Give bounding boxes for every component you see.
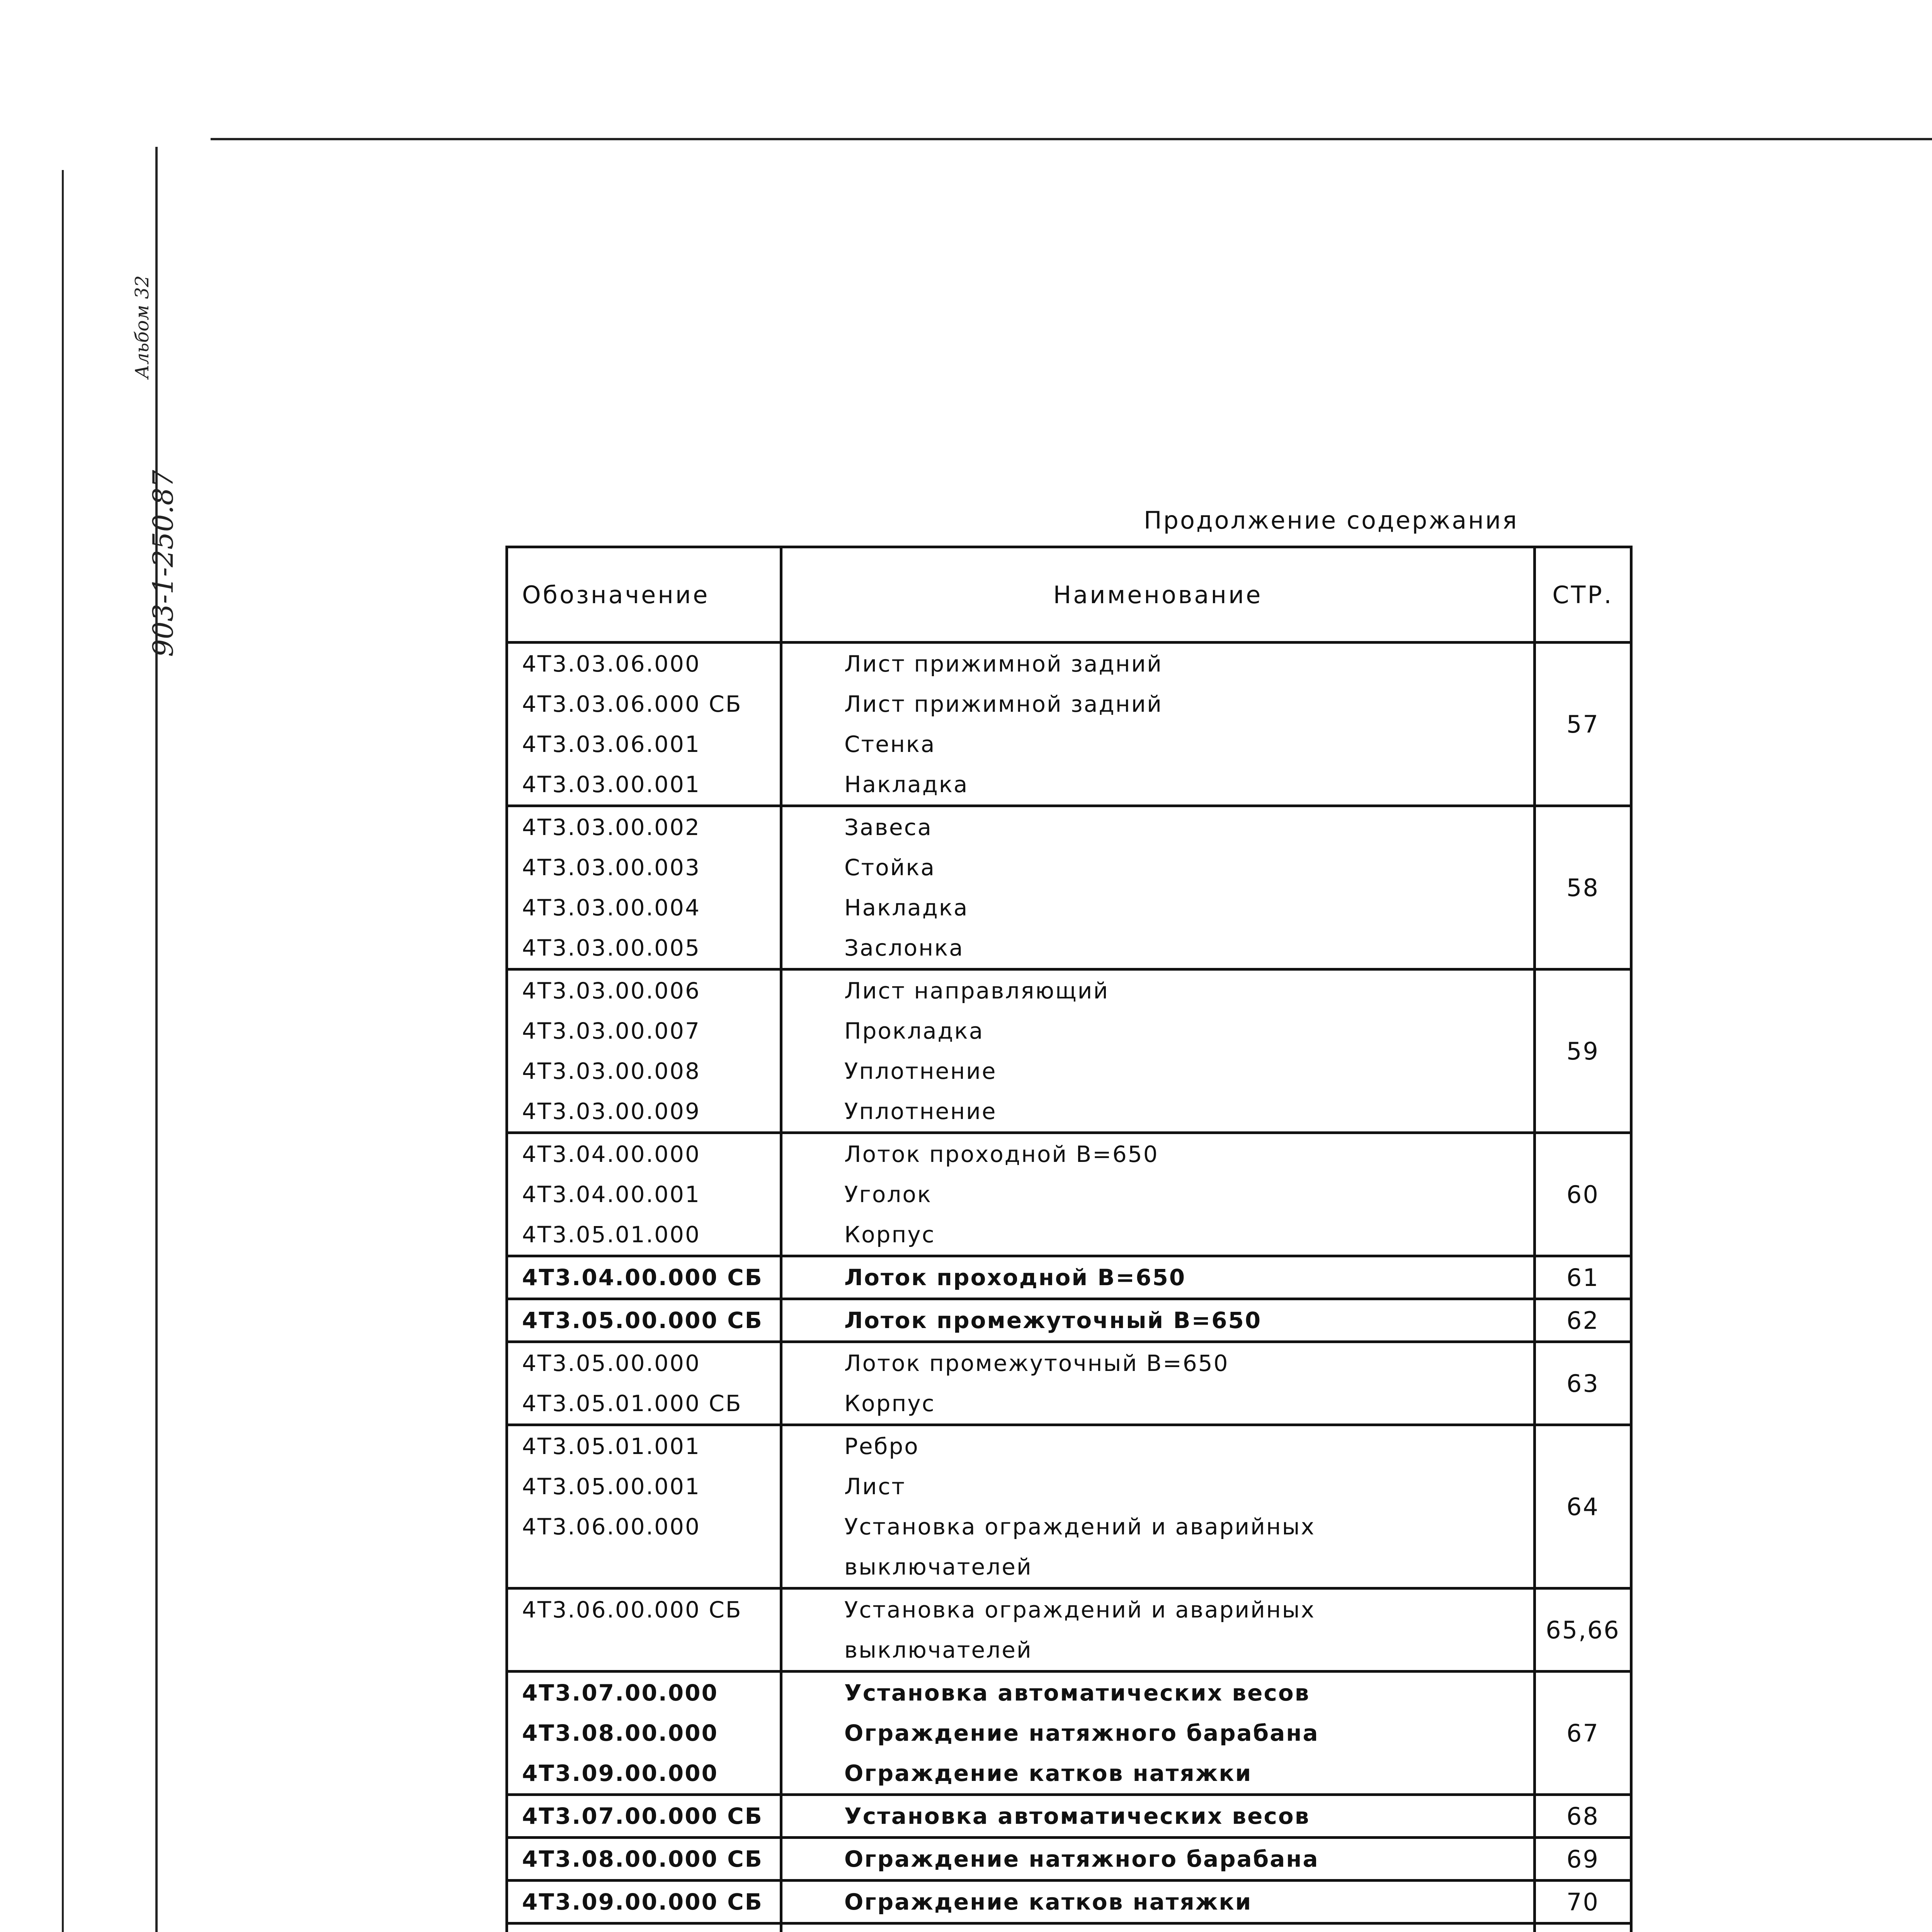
code-cell	[507, 806, 781, 969]
page-cell	[1535, 1588, 1631, 1672]
page-cell	[1535, 1133, 1631, 1256]
page-number: 58	[1566, 873, 1599, 902]
name-cell	[781, 1838, 1535, 1881]
item-code: 4Т3.06.00.000	[522, 1514, 701, 1540]
table-header-row	[507, 547, 1631, 643]
page-cell	[1535, 1342, 1631, 1425]
item-code: 4Т3.03.00.001	[522, 771, 701, 798]
item-code	[522, 1547, 780, 1587]
item-code: 4Т3.03.00.005	[522, 935, 701, 961]
code-cell	[507, 1795, 781, 1838]
item-name: выключателей	[844, 1637, 1032, 1663]
table-row	[507, 1795, 1631, 1838]
item-name: Уплотнение	[844, 1058, 997, 1084]
item-name: Корпус	[844, 1221, 935, 1248]
page-number: 64	[1566, 1492, 1599, 1521]
header-code: Обозначение	[507, 547, 781, 643]
code-cell	[507, 1881, 781, 1923]
item-code: 4Т3.03.00.004	[522, 895, 701, 921]
item-name: Уголок	[844, 1181, 932, 1208]
header-name: Наименование	[781, 547, 1535, 643]
name-cell	[781, 1299, 1535, 1342]
item-code: 4Т3.08.00.000 СБ	[522, 1846, 763, 1872]
item-name	[844, 1925, 1533, 1932]
item-name: Заслонка	[844, 935, 964, 961]
item-name: Лист прижимной задний	[844, 651, 1163, 677]
item-code: 4Т3.08.00.000	[522, 1720, 718, 1746]
item-name: Установка ограждений и аварийных	[844, 1597, 1315, 1623]
page-cell	[1535, 1425, 1631, 1588]
item-code: 4Т3.05.01.000	[522, 1221, 701, 1248]
left-margin-line-inner	[155, 147, 158, 1932]
page-cell	[1535, 1299, 1631, 1342]
page-cell	[1535, 969, 1631, 1133]
item-code	[522, 1925, 780, 1932]
table-body	[507, 643, 1631, 1932]
table-row	[507, 1256, 1631, 1299]
page-number: 70	[1566, 1888, 1599, 1916]
item-name: Накладка	[844, 895, 969, 921]
item-name: Установка автоматических весов	[844, 1803, 1310, 1829]
item-code: 4Т3.05.00.000 СБ	[522, 1307, 763, 1333]
item-name: Лоток промежуточный В=650	[844, 1350, 1229, 1376]
item-name: выключателей	[844, 1554, 1032, 1580]
item-name: Лоток промежуточный В=650	[844, 1307, 1262, 1333]
item-code: 4Т3.07.00.000 СБ	[522, 1803, 763, 1829]
page-number: 69	[1566, 1845, 1599, 1873]
page-number: 60	[1566, 1180, 1599, 1209]
item-name: Лоток проходной В=650	[844, 1141, 1159, 1167]
table-caption: Продолжение содержания	[1144, 506, 1519, 534]
item-code: 4Т3.03.00.002	[522, 814, 701, 840]
page-number: 68	[1566, 1802, 1599, 1830]
page-number: 57	[1566, 710, 1599, 738]
item-name: Стойка	[844, 854, 936, 881]
table-row	[507, 1133, 1631, 1256]
name-cell	[781, 1425, 1535, 1588]
item-name: Ребро	[844, 1433, 919, 1459]
side-album-label: Альбом 32	[131, 275, 153, 379]
item-code: 4Т3.09.00.000 СБ	[522, 1889, 763, 1915]
name-cell	[781, 1256, 1535, 1299]
item-name: Ограждение натяжного барабана	[844, 1846, 1319, 1872]
code-cell	[507, 1342, 781, 1425]
table-row	[507, 806, 1631, 969]
code-cell	[507, 969, 781, 1133]
item-name: Лоток проходной В=650	[844, 1264, 1186, 1291]
page-cell	[1535, 1672, 1631, 1795]
page-cell	[1535, 1881, 1631, 1923]
page-number: 67	[1566, 1719, 1599, 1747]
contents-table	[505, 546, 1633, 1932]
item-name: Лист	[844, 1473, 906, 1500]
side-document-code: 903-1-250.87	[147, 470, 179, 657]
page-number: 61	[1566, 1263, 1599, 1292]
item-name: Ограждение натяжного барабана	[844, 1720, 1319, 1746]
item-name: Лист прижимной задний	[844, 691, 1163, 717]
item-code: 4Т3.03.00.006	[522, 978, 701, 1004]
code-cell	[507, 643, 781, 806]
item-name: Корпус	[844, 1390, 935, 1417]
item-code: 4Т3.06.00.000 СБ	[522, 1597, 742, 1623]
page-cell	[1535, 1256, 1631, 1299]
code-cell	[507, 1299, 781, 1342]
item-code: 4Т3.05.00.001	[522, 1473, 701, 1500]
name-cell	[781, 1133, 1535, 1256]
name-cell	[781, 1342, 1535, 1425]
name-cell	[781, 1588, 1535, 1672]
item-code: 4Т3.04.00.000	[522, 1141, 701, 1167]
name-cell	[781, 1881, 1535, 1923]
item-name: Установка ограждений и аварийных	[844, 1514, 1315, 1540]
page-number: 59	[1566, 1037, 1599, 1065]
page-cell	[1535, 1795, 1631, 1838]
item-code: 4Т3.03.06.001	[522, 731, 701, 757]
item-code: 4Т3.03.00.007	[522, 1018, 701, 1044]
name-cell	[781, 1795, 1535, 1838]
table-row	[507, 1588, 1631, 1672]
code-cell	[507, 1256, 781, 1299]
code-cell	[507, 1133, 781, 1256]
item-code: 4Т3.03.00.008	[522, 1058, 701, 1084]
page-number: 65,66	[1546, 1616, 1620, 1644]
table-row	[507, 1672, 1631, 1795]
item-code: 4Т3.03.06.000	[522, 651, 701, 677]
code-cell	[507, 1672, 781, 1795]
table-row	[507, 1838, 1631, 1881]
item-name: Завеса	[844, 814, 933, 840]
item-code: 4Т3.09.00.000	[522, 1760, 718, 1786]
page-cell	[1535, 1838, 1631, 1881]
page-cell	[1535, 806, 1631, 969]
item-name: Накладка	[844, 771, 969, 798]
name-cell	[781, 969, 1535, 1133]
item-name: Стенка	[844, 731, 936, 757]
item-code: 4Т3.03.06.000 СБ	[522, 691, 742, 717]
code-cell	[507, 1838, 781, 1881]
item-code: 4Т3.05.01.001	[522, 1433, 701, 1459]
item-name: Прокладка	[844, 1018, 984, 1044]
table-row	[507, 1425, 1631, 1588]
item-code: 4Т3.05.00.000	[522, 1350, 701, 1376]
table-row	[507, 1923, 1631, 1932]
item-name: Уплотнение	[844, 1098, 997, 1124]
item-code: 4Т3.04.00.001	[522, 1181, 701, 1208]
header-page: СТР.	[1535, 547, 1631, 643]
code-cell	[507, 1425, 781, 1588]
item-code: 4Т3.04.00.000 СБ	[522, 1264, 763, 1291]
name-cell	[781, 643, 1535, 806]
item-name: Лист направляющий	[844, 978, 1109, 1004]
item-code: 4Т3.05.01.000 СБ	[522, 1390, 742, 1417]
page-number: 63	[1566, 1369, 1599, 1398]
top-frame-line	[211, 138, 1932, 140]
name-cell	[781, 806, 1535, 969]
item-code: 4Т3.07.00.000	[522, 1680, 718, 1706]
name-cell	[781, 1672, 1535, 1795]
table-row	[507, 643, 1631, 806]
item-name: Ограждение катков натяжки	[844, 1889, 1252, 1915]
item-code	[522, 1630, 780, 1670]
left-margin-line-outer	[62, 170, 64, 1932]
page-cell	[1535, 1923, 1631, 1932]
table-row	[507, 969, 1631, 1133]
table-row	[507, 1881, 1631, 1923]
item-code: 4Т3.03.00.003	[522, 854, 701, 881]
code-cell	[507, 1923, 781, 1932]
item-name: Установка автоматических весов	[844, 1680, 1310, 1706]
code-cell	[507, 1588, 781, 1672]
table-row	[507, 1299, 1631, 1342]
page-number: 62	[1566, 1306, 1599, 1335]
item-code: 4Т3.03.00.009	[522, 1098, 701, 1124]
page-cell	[1535, 643, 1631, 806]
table-row	[507, 1342, 1631, 1425]
item-name: Ограждение катков натяжки	[844, 1760, 1252, 1786]
name-cell	[781, 1923, 1535, 1932]
